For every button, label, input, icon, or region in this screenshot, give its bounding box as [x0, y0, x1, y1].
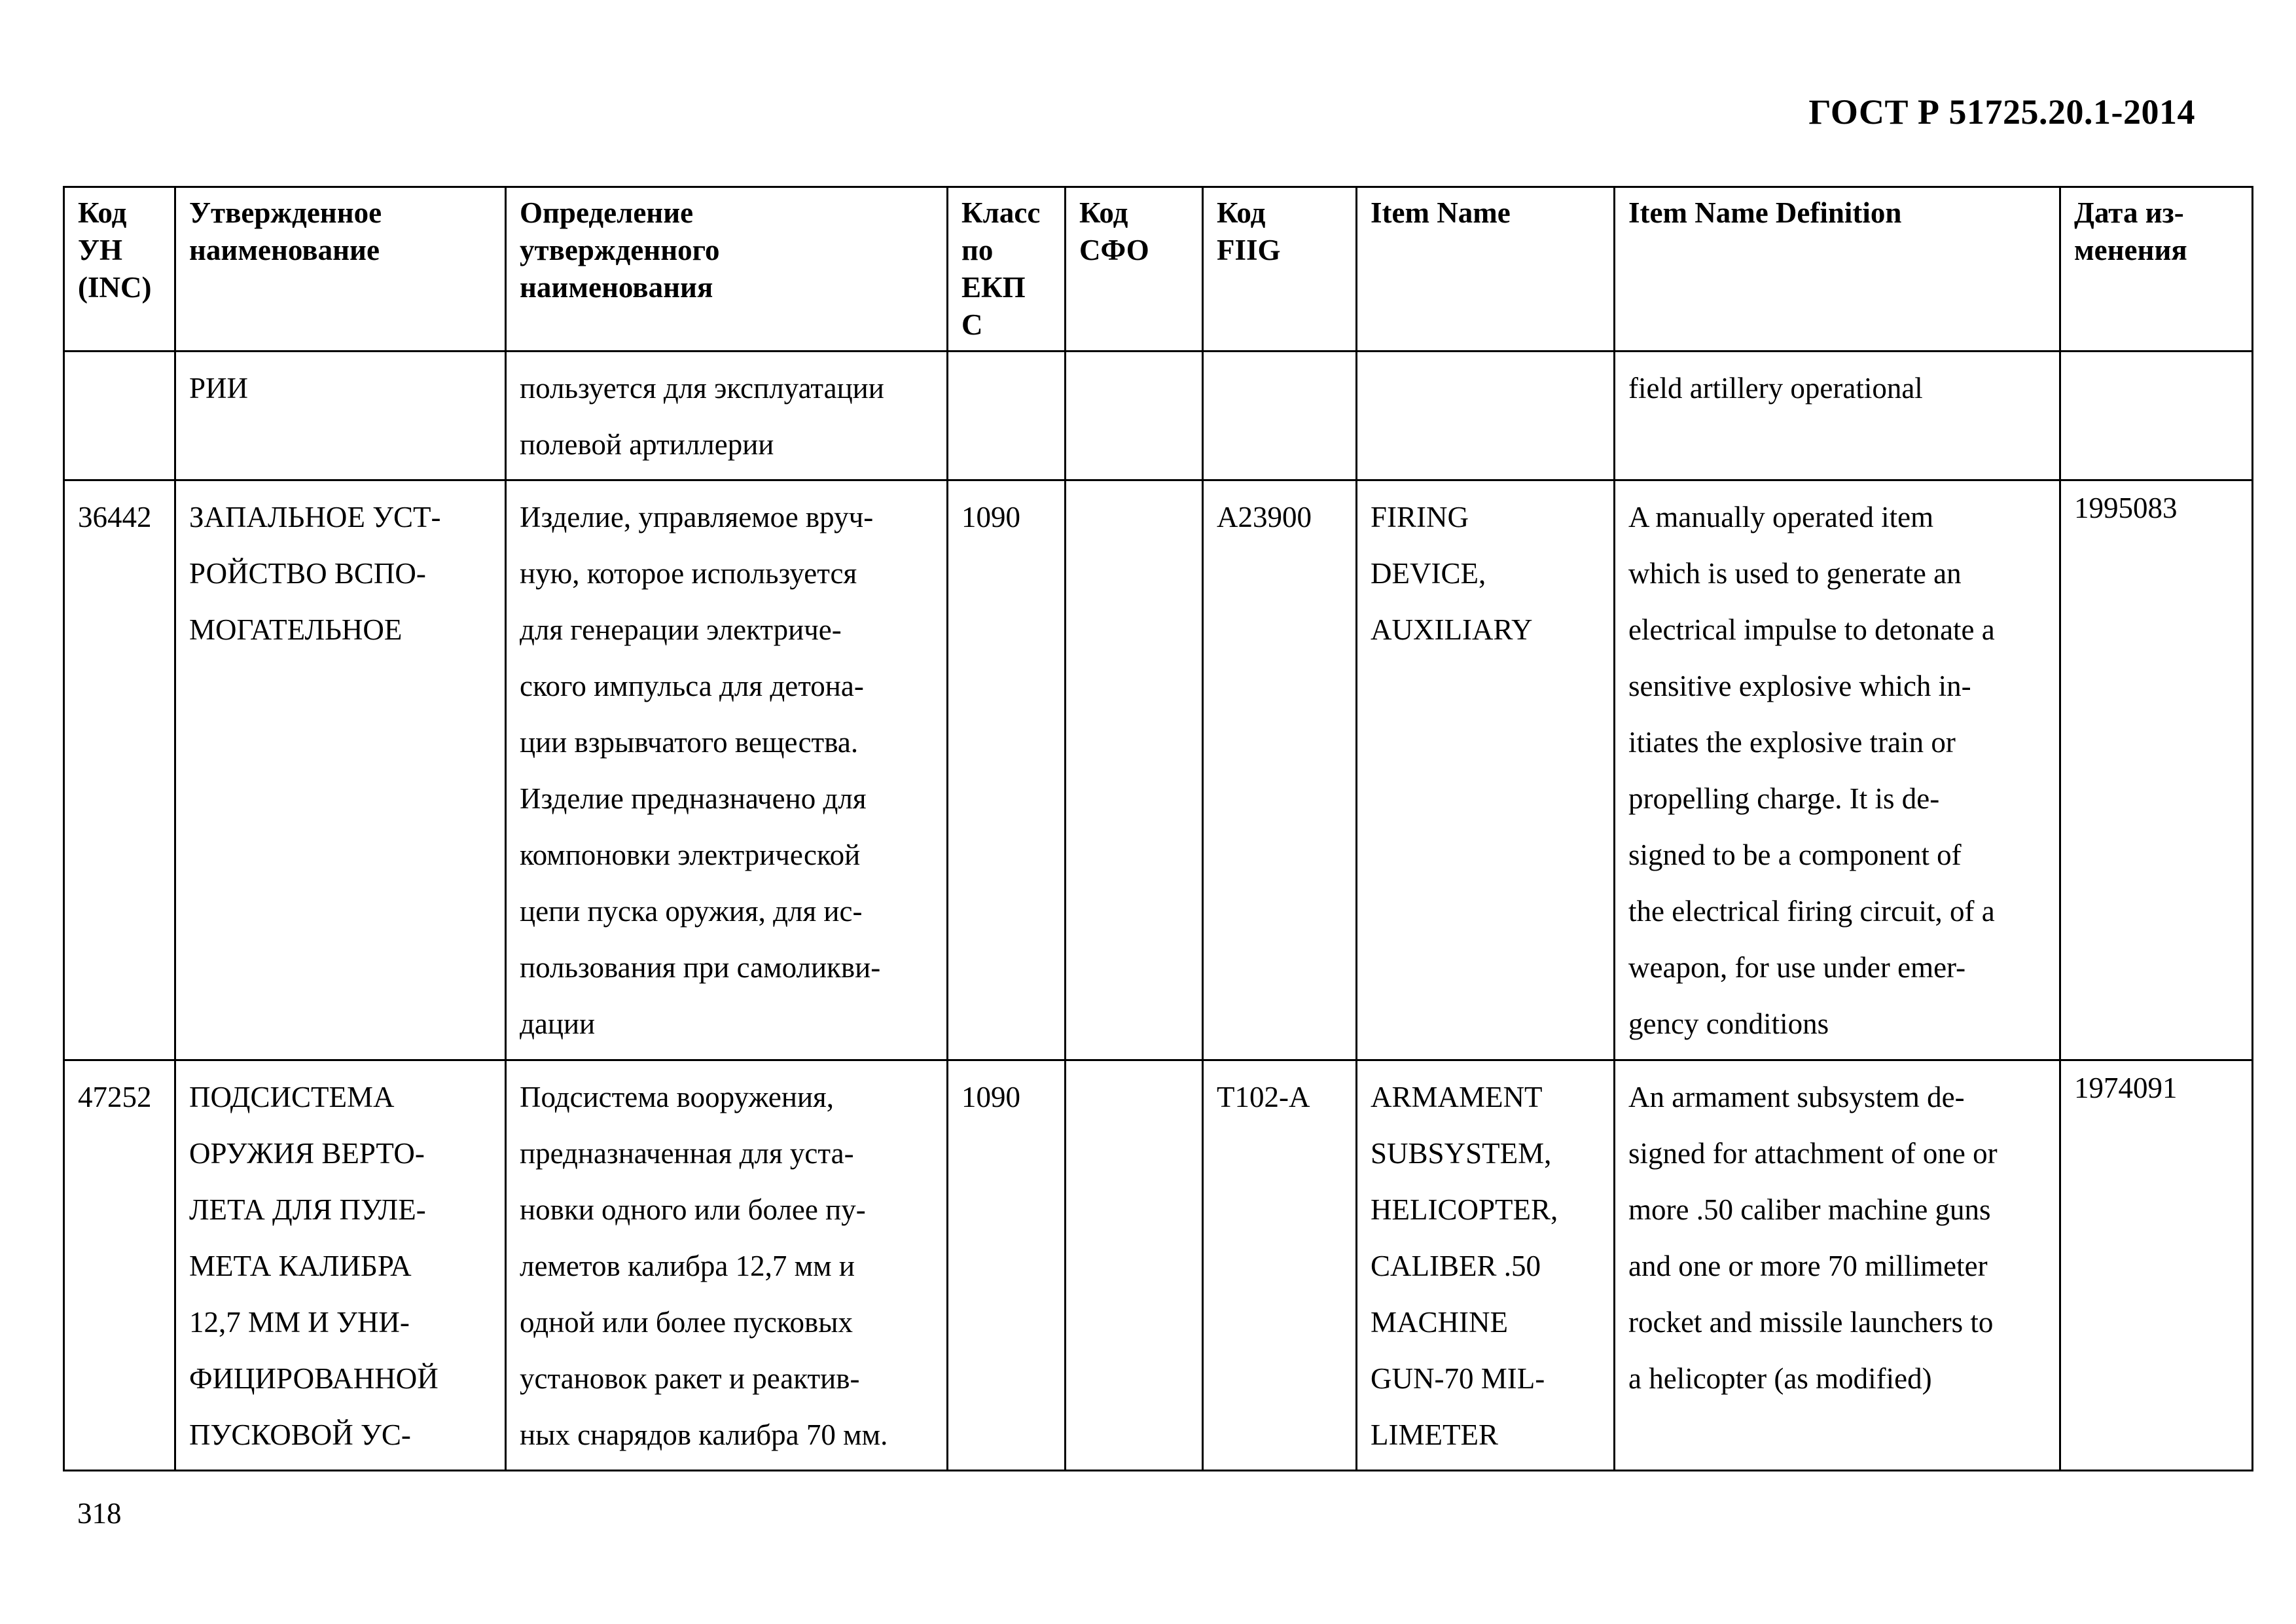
header-line: Код	[1217, 196, 1266, 229]
header-line: менения	[2074, 234, 2187, 266]
header-line: наименование	[189, 234, 380, 266]
col-header-item-name	[1357, 187, 1615, 352]
cell-text-line: пользования при самоликви-	[520, 951, 881, 984]
col-header-definition	[506, 187, 948, 352]
header-line: Определение	[520, 196, 694, 229]
cell-item-name	[1357, 352, 1615, 480]
cell-text-line: HELICOPTER,	[1371, 1193, 1558, 1226]
col-header-class	[948, 187, 1066, 352]
cell-approved-name	[175, 1060, 506, 1471]
table-header-row	[64, 187, 2253, 352]
table-row	[64, 352, 2253, 480]
cell-text-line: the electrical firing circuit, of a	[1628, 895, 1995, 928]
cell-text-line: предназначенная для уста-	[520, 1137, 854, 1170]
header-line: FIIG	[1217, 234, 1281, 266]
cell-text-line: sensitive explosive which in-	[1628, 670, 1971, 702]
cell-text-line: T102-A	[1217, 1081, 1310, 1113]
cell-inc	[64, 1060, 175, 1471]
cell-text-line: ции взрывчатого вещества.	[520, 726, 859, 759]
header-line: утвержденного	[520, 234, 720, 266]
cell-definition	[506, 480, 948, 1060]
cell-text-line: РИИ	[189, 372, 249, 405]
col-header-item-name-definition	[1615, 187, 2060, 352]
cell-text-line: GUN-70 MIL-	[1371, 1362, 1545, 1395]
cell-sfo	[1066, 1060, 1203, 1471]
cell-text-line: ARMAMENT	[1371, 1081, 1543, 1113]
cell-item-name	[1357, 480, 1615, 1060]
cell-text-line: леметов калибра 12,7 мм и	[520, 1250, 855, 1282]
header-line: УН	[78, 234, 123, 266]
cell-text-line: 47252	[78, 1081, 152, 1113]
cell-text-line: ФИЦИРОВАННОЙ	[189, 1362, 439, 1395]
cell-text-line: ЛЕТА ДЛЯ ПУЛЕ-	[189, 1193, 426, 1226]
cell-text-line: новки одного или более пу-	[520, 1193, 866, 1226]
cell-text-line: propelling charge. It is de-	[1628, 782, 1940, 815]
cell-text-line: цепи пуска оружия, для ис-	[520, 895, 863, 928]
cell-text-line: ЗАПАЛЬНОЕ УСТ-	[189, 501, 441, 533]
header-line: СФО	[1079, 234, 1149, 266]
header-line: (INC)	[78, 271, 152, 304]
cell-fiig	[1203, 352, 1357, 480]
cell-text-line: дации	[520, 1007, 596, 1040]
cell-item-name	[1357, 1060, 1615, 1471]
header-line: наименования	[520, 271, 713, 304]
header-line: Дата из-	[2074, 196, 2184, 229]
cell-text-line: 1090	[961, 1081, 1020, 1113]
cell-definition	[506, 1060, 948, 1471]
cell-inc	[64, 480, 175, 1060]
cell-item-name-definition	[1615, 480, 2060, 1060]
cell-class	[948, 480, 1066, 1060]
cell-text-line: DEVICE,	[1371, 557, 1486, 590]
cell-item-name-definition	[1615, 352, 2060, 480]
cell-change-date	[2060, 1060, 2253, 1471]
header-line: ЕКП	[961, 271, 1026, 304]
cell-change-date	[2060, 352, 2253, 480]
header-line: Код	[1079, 196, 1128, 229]
cell-text-line: МЕТА КАЛИБРА	[189, 1250, 412, 1282]
cell-text-line: A manually operated item	[1628, 501, 1934, 533]
cell-text-line: ную, которое используется	[520, 557, 857, 590]
cell-text-line: LIMETER	[1371, 1418, 1498, 1451]
cell-inc	[64, 352, 175, 480]
cell-text-line: установок ракет и реактив-	[520, 1362, 860, 1395]
header-line: Item Name Definition	[1628, 196, 1902, 229]
cell-text-line: AUXILIARY	[1371, 613, 1533, 646]
col-header-inc	[64, 187, 175, 352]
standard-code-header: ГОСТ Р 51725.20.1-2014	[1808, 92, 2195, 132]
cell-text-line: itiates the explosive train or	[1628, 726, 1956, 759]
cell-text-line: 1995083	[2074, 492, 2178, 524]
cell-text-line: electrical impulse to detonate a	[1628, 613, 1995, 646]
cell-text-line: Подсистема вооружения,	[520, 1081, 834, 1113]
cell-change-date	[2060, 480, 2253, 1060]
cell-item-name-definition	[1615, 1060, 2060, 1471]
cell-text-line: 1974091	[2074, 1072, 2178, 1104]
table-row	[64, 1060, 2253, 1471]
cell-class	[948, 352, 1066, 480]
cell-text-line: пользуется для эксплуатации	[520, 372, 884, 405]
cell-text-line: gency conditions	[1628, 1007, 1829, 1040]
cell-text-line: ОРУЖИЯ ВЕРТО-	[189, 1137, 425, 1170]
cell-text-line: more .50 caliber machine guns	[1628, 1193, 1991, 1226]
header-line: по	[961, 234, 994, 266]
cell-text-line: SUBSYSTEM,	[1371, 1137, 1552, 1170]
cell-text-line: МОГАТЕЛЬНОЕ	[189, 613, 403, 646]
cell-text-line: An armament subsystem de-	[1628, 1081, 1965, 1113]
cell-text-line: компоновки электрической	[520, 839, 861, 871]
cell-class	[948, 1060, 1066, 1471]
cell-text-line: MACHINE	[1371, 1306, 1508, 1339]
col-header-approved-name	[175, 187, 506, 352]
cell-text-line: field artillery operational	[1628, 372, 1923, 405]
header-line: С	[961, 308, 983, 341]
header-line: Код	[78, 196, 127, 229]
cell-text-line: signed to be a component of	[1628, 839, 1962, 871]
cell-text-line: CALIBER .50	[1371, 1250, 1541, 1282]
cell-fiig	[1203, 480, 1357, 1060]
cell-text-line: полевой артиллерии	[520, 428, 774, 461]
cell-text-line: ского импульса для детона-	[520, 670, 864, 702]
cell-text-line: ных снарядов калибра 70 мм.	[520, 1418, 888, 1451]
cell-text-line: 36442	[78, 501, 152, 533]
cell-text-line: rocket and missile launchers to	[1628, 1306, 1994, 1339]
cell-text-line: which is used to generate an	[1628, 557, 1962, 590]
cell-text-line: ПОДСИСТЕМА	[189, 1081, 395, 1113]
table-row	[64, 480, 2253, 1060]
cell-approved-name	[175, 352, 506, 480]
col-header-change-date	[2060, 187, 2253, 352]
cell-text-line: a helicopter (as modified)	[1628, 1362, 1932, 1395]
cell-fiig	[1203, 1060, 1357, 1471]
cell-sfo	[1066, 480, 1203, 1060]
cell-definition	[506, 352, 948, 480]
cell-text-line: Изделие предназначено для	[520, 782, 867, 815]
cell-text-line: and one or more 70 millimeter	[1628, 1250, 1988, 1282]
cell-text-line: 1090	[961, 501, 1020, 533]
page-number: 318	[77, 1497, 122, 1530]
header-line: Класс	[961, 196, 1041, 229]
cell-text-line: ПУСКОВОЙ УС-	[189, 1418, 411, 1451]
cell-text-line: A23900	[1217, 501, 1312, 533]
cell-sfo	[1066, 352, 1203, 480]
header-line: Item Name	[1371, 196, 1511, 229]
header-line: Утвержденное	[189, 196, 382, 229]
cell-text-line: для генерации электриче-	[520, 613, 842, 646]
cell-text-line: signed for attachment of one or	[1628, 1137, 1998, 1170]
cell-text-line: Изделие, управляемое вруч-	[520, 501, 874, 533]
cell-text-line: 12,7 ММ И УНИ-	[189, 1306, 410, 1339]
cell-text-line: weapon, for use under emer-	[1628, 951, 1966, 984]
cell-approved-name	[175, 480, 506, 1060]
cell-text-line: FIRING	[1371, 501, 1469, 533]
col-header-sfo	[1066, 187, 1203, 352]
cell-text-line: одной или более пусковых	[520, 1306, 853, 1339]
cell-text-line: РОЙСТВО ВСПО-	[189, 557, 426, 590]
data-table	[63, 186, 2253, 1471]
col-header-fiig	[1203, 187, 1357, 352]
